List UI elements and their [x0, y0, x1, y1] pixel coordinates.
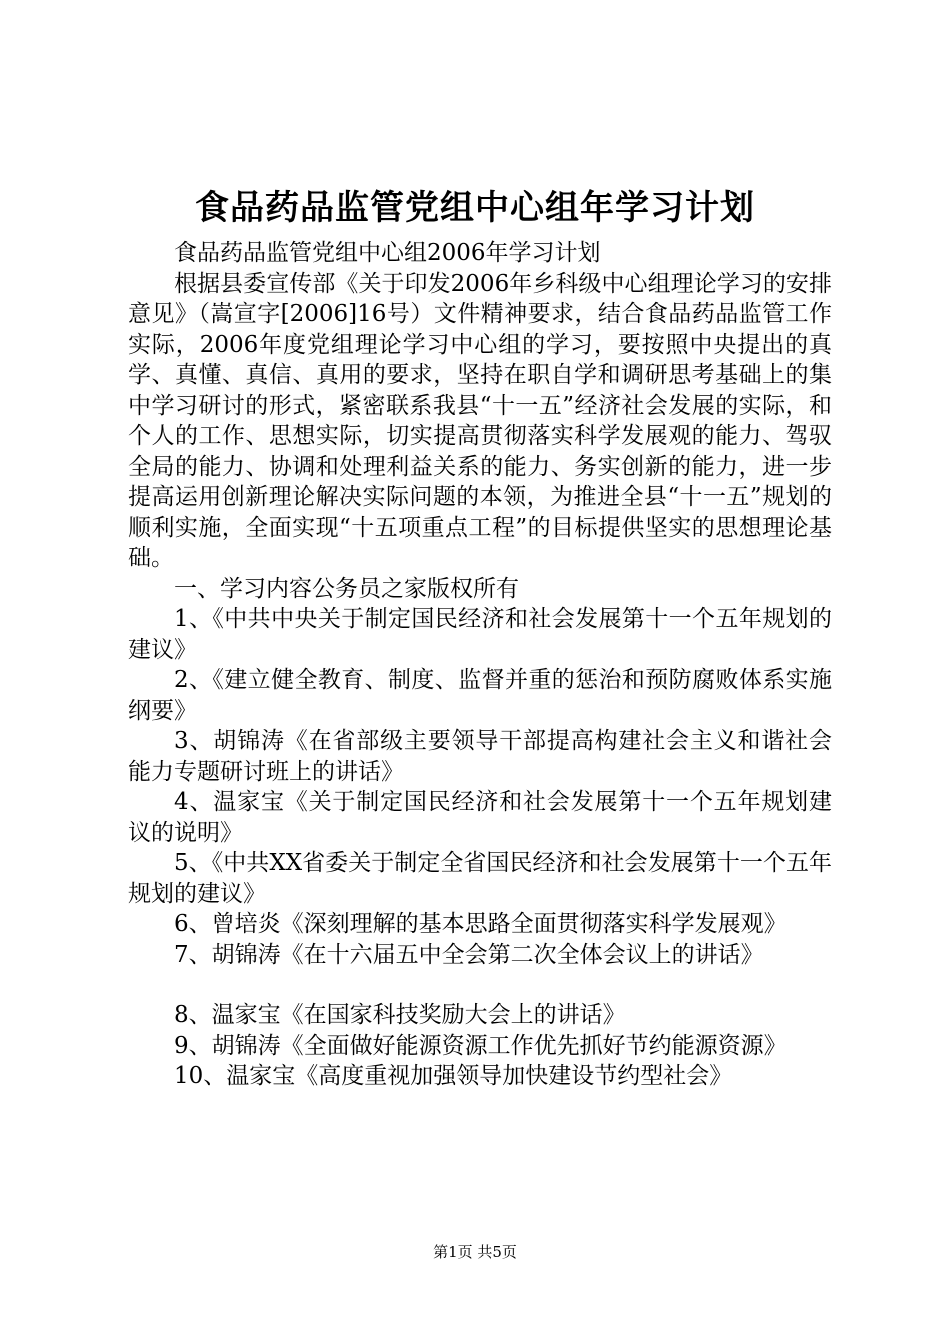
- list-item-8: 8、温家宝《在国家科技奖励大会上的讲话》: [174, 1002, 626, 1028]
- list-item-10: 10、温家宝《高度重视加强领导加快建设节约型社会》: [174, 1063, 733, 1089]
- page-number: 第1页 共5页: [433, 1243, 517, 1261]
- list-item-9: 9、胡锦涛《全面做好能源资源工作优先抓好节约能源资源》: [174, 1032, 787, 1059]
- list-item-1: 1、《中共中央关于制定国民经济和社会发展第十一个五年规划的建议》: [128, 606, 832, 663]
- list-item-6: 6、曾培炎《深刻理解的基本思路全面贯彻落实科学发展观》: [174, 911, 787, 937]
- document-body: [128, 238, 832, 1092]
- plan-heading: 食品药品监管党组中心组2006年学习计划: [174, 240, 601, 266]
- document-title: 食品药品监管党组中心组年学习计划: [195, 188, 755, 228]
- list-item-4: 4、温家宝《关于制定国民经济和社会发展第十一个五年规划建议的说明》: [128, 789, 832, 846]
- section-heading-content: 一、学习内容公务员之家版权所有: [174, 575, 519, 602]
- list-item-5: 5、《中共XX省委关于制定全省国民经济和社会发展第十一个五年规划的建议》: [128, 850, 832, 907]
- intro-paragraph: 根据县委宣传部《关于印发2006年乡科级中心组理论学习的安排意见》（嵩宣字[2006]16号）文件精神要求，结合食品药品监管工作实际，2006年度党组理论学习中心组的学习，要按照中央提出的真学、真懂、真信、真用的要求，坚持在职自学和调研思考基础上的集中学习研讨的形式，紧密联系我县“十一五”经济社会发展的实际，和个人的工作、思想实际，切实提高贯彻落实科学发展观的能力、驾驭全局的能力、协调和处理利益关系的能力、务实创新的能力，进一步提高运用创新理论解决实际问题的本领，为推进全县“十一五”规划的顺利实施，全面实现“十五项重点工程”的目标提供坚实的思想理论基础。: [128, 270, 832, 571]
- list-item-3: 3、胡锦涛《在省部级主要领导干部提高构建社会主义和谐社会能力专题研讨班上的讲话》: [128, 728, 832, 785]
- list-item-2: 2、《建立健全教育、制度、监督并重的惩治和预防腐败体系实施纲要》: [128, 667, 832, 724]
- list-item-7: 7、胡锦涛《在十六届五中全会第二次全体会议上的讲话》: [174, 941, 764, 968]
